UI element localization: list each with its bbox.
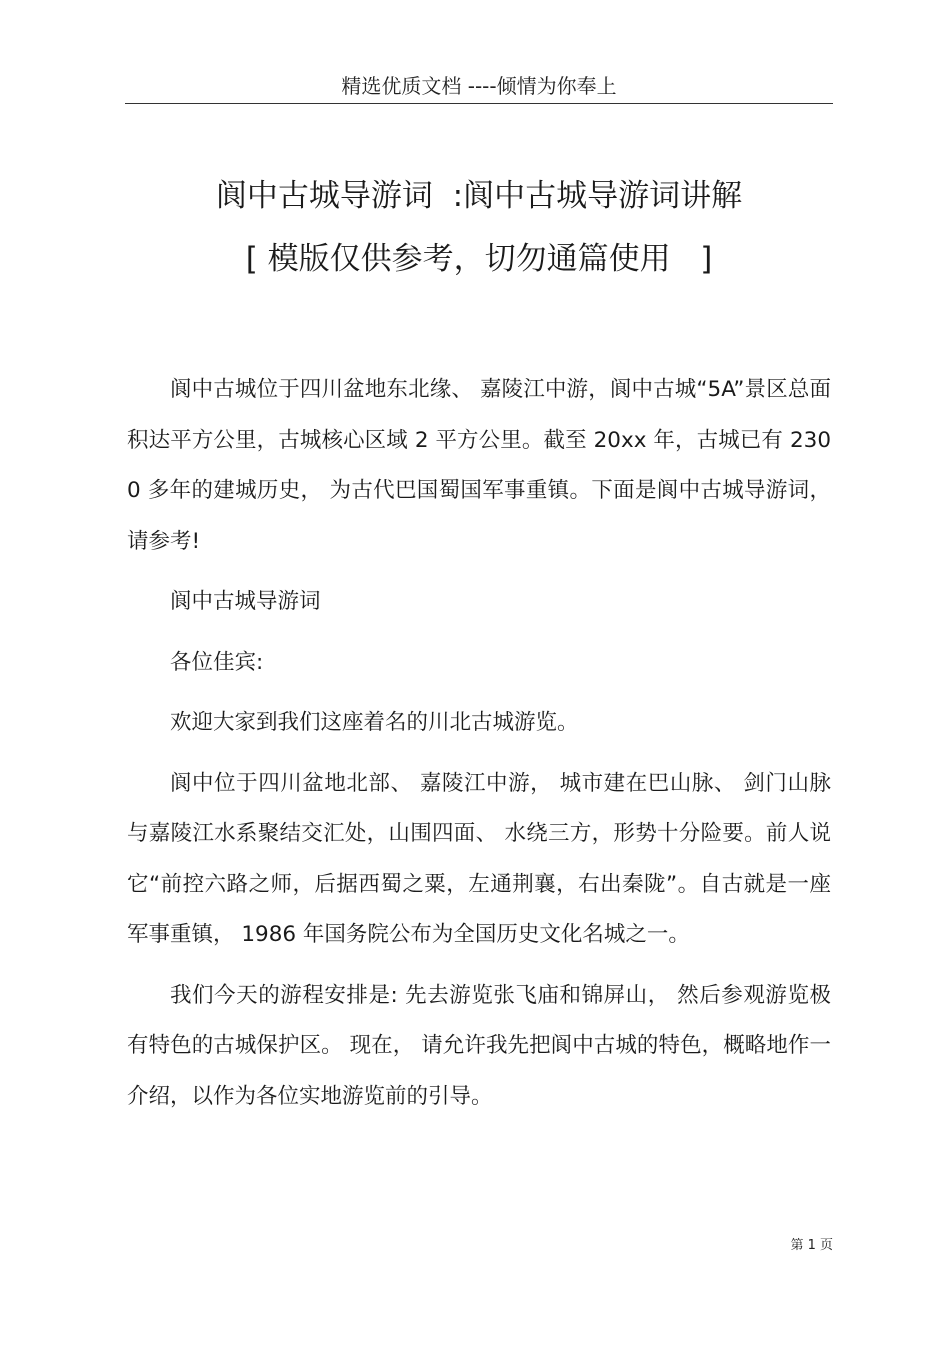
- paragraph-section-heading: 阆中古城导游词: [170, 589, 321, 614]
- paragraph-greeting: 各位佳宾:: [170, 649, 264, 675]
- document-subtitle: [ 模版仅供参考，切勿通篇使用 ]: [245, 241, 713, 277]
- document-title: 阆中古城导游词 :阆中古城导游词讲解: [215, 178, 743, 214]
- paragraph-itinerary: 我们今天的游程安排是: 先去游览张飞庙和锦屏山， 然后参观游览极有特色的古城保护区。 现在， 请允许我先把阆中古城的特色，概略地作一介绍，以作为各位实地游览前的引导。: [127, 982, 831, 1109]
- page-number: 第 1 页: [790, 1238, 833, 1253]
- paragraph-intro: 阆中古城位于四川盆地东北缘、 嘉陵江中游，阆中古城“5A”景区总面积达平方公里，古城核心区域 2 平方公里。截至 20xx 年，古城已有 2300 多年的建城历史， 为古代巴国蜀国军事重镇。下面是阆中古城导游词，请参考!: [127, 377, 831, 554]
- paragraph-location: 阆中位于四川盆地北部、 嘉陵江中游， 城市建在巴山脉、 剑门山脉与嘉陵江水系聚结交汇处，山围四面、 水绕三方，形势十分险要。前人说它“前控六路之师，后据西蜀之粟，左通荆襄，右出秦陇”。自古就是一座军事重镇， 1986 年国务院公布为全国历史文化名城之一。: [127, 770, 831, 947]
- header-divider: [125, 103, 833, 104]
- document-body: [127, 365, 831, 1122]
- paragraph-welcome: 欢迎大家到我们这座着名的川北古城游览。: [170, 710, 579, 735]
- page-header: 精选优质文档 ----倾情为你奉上: [341, 74, 617, 98]
